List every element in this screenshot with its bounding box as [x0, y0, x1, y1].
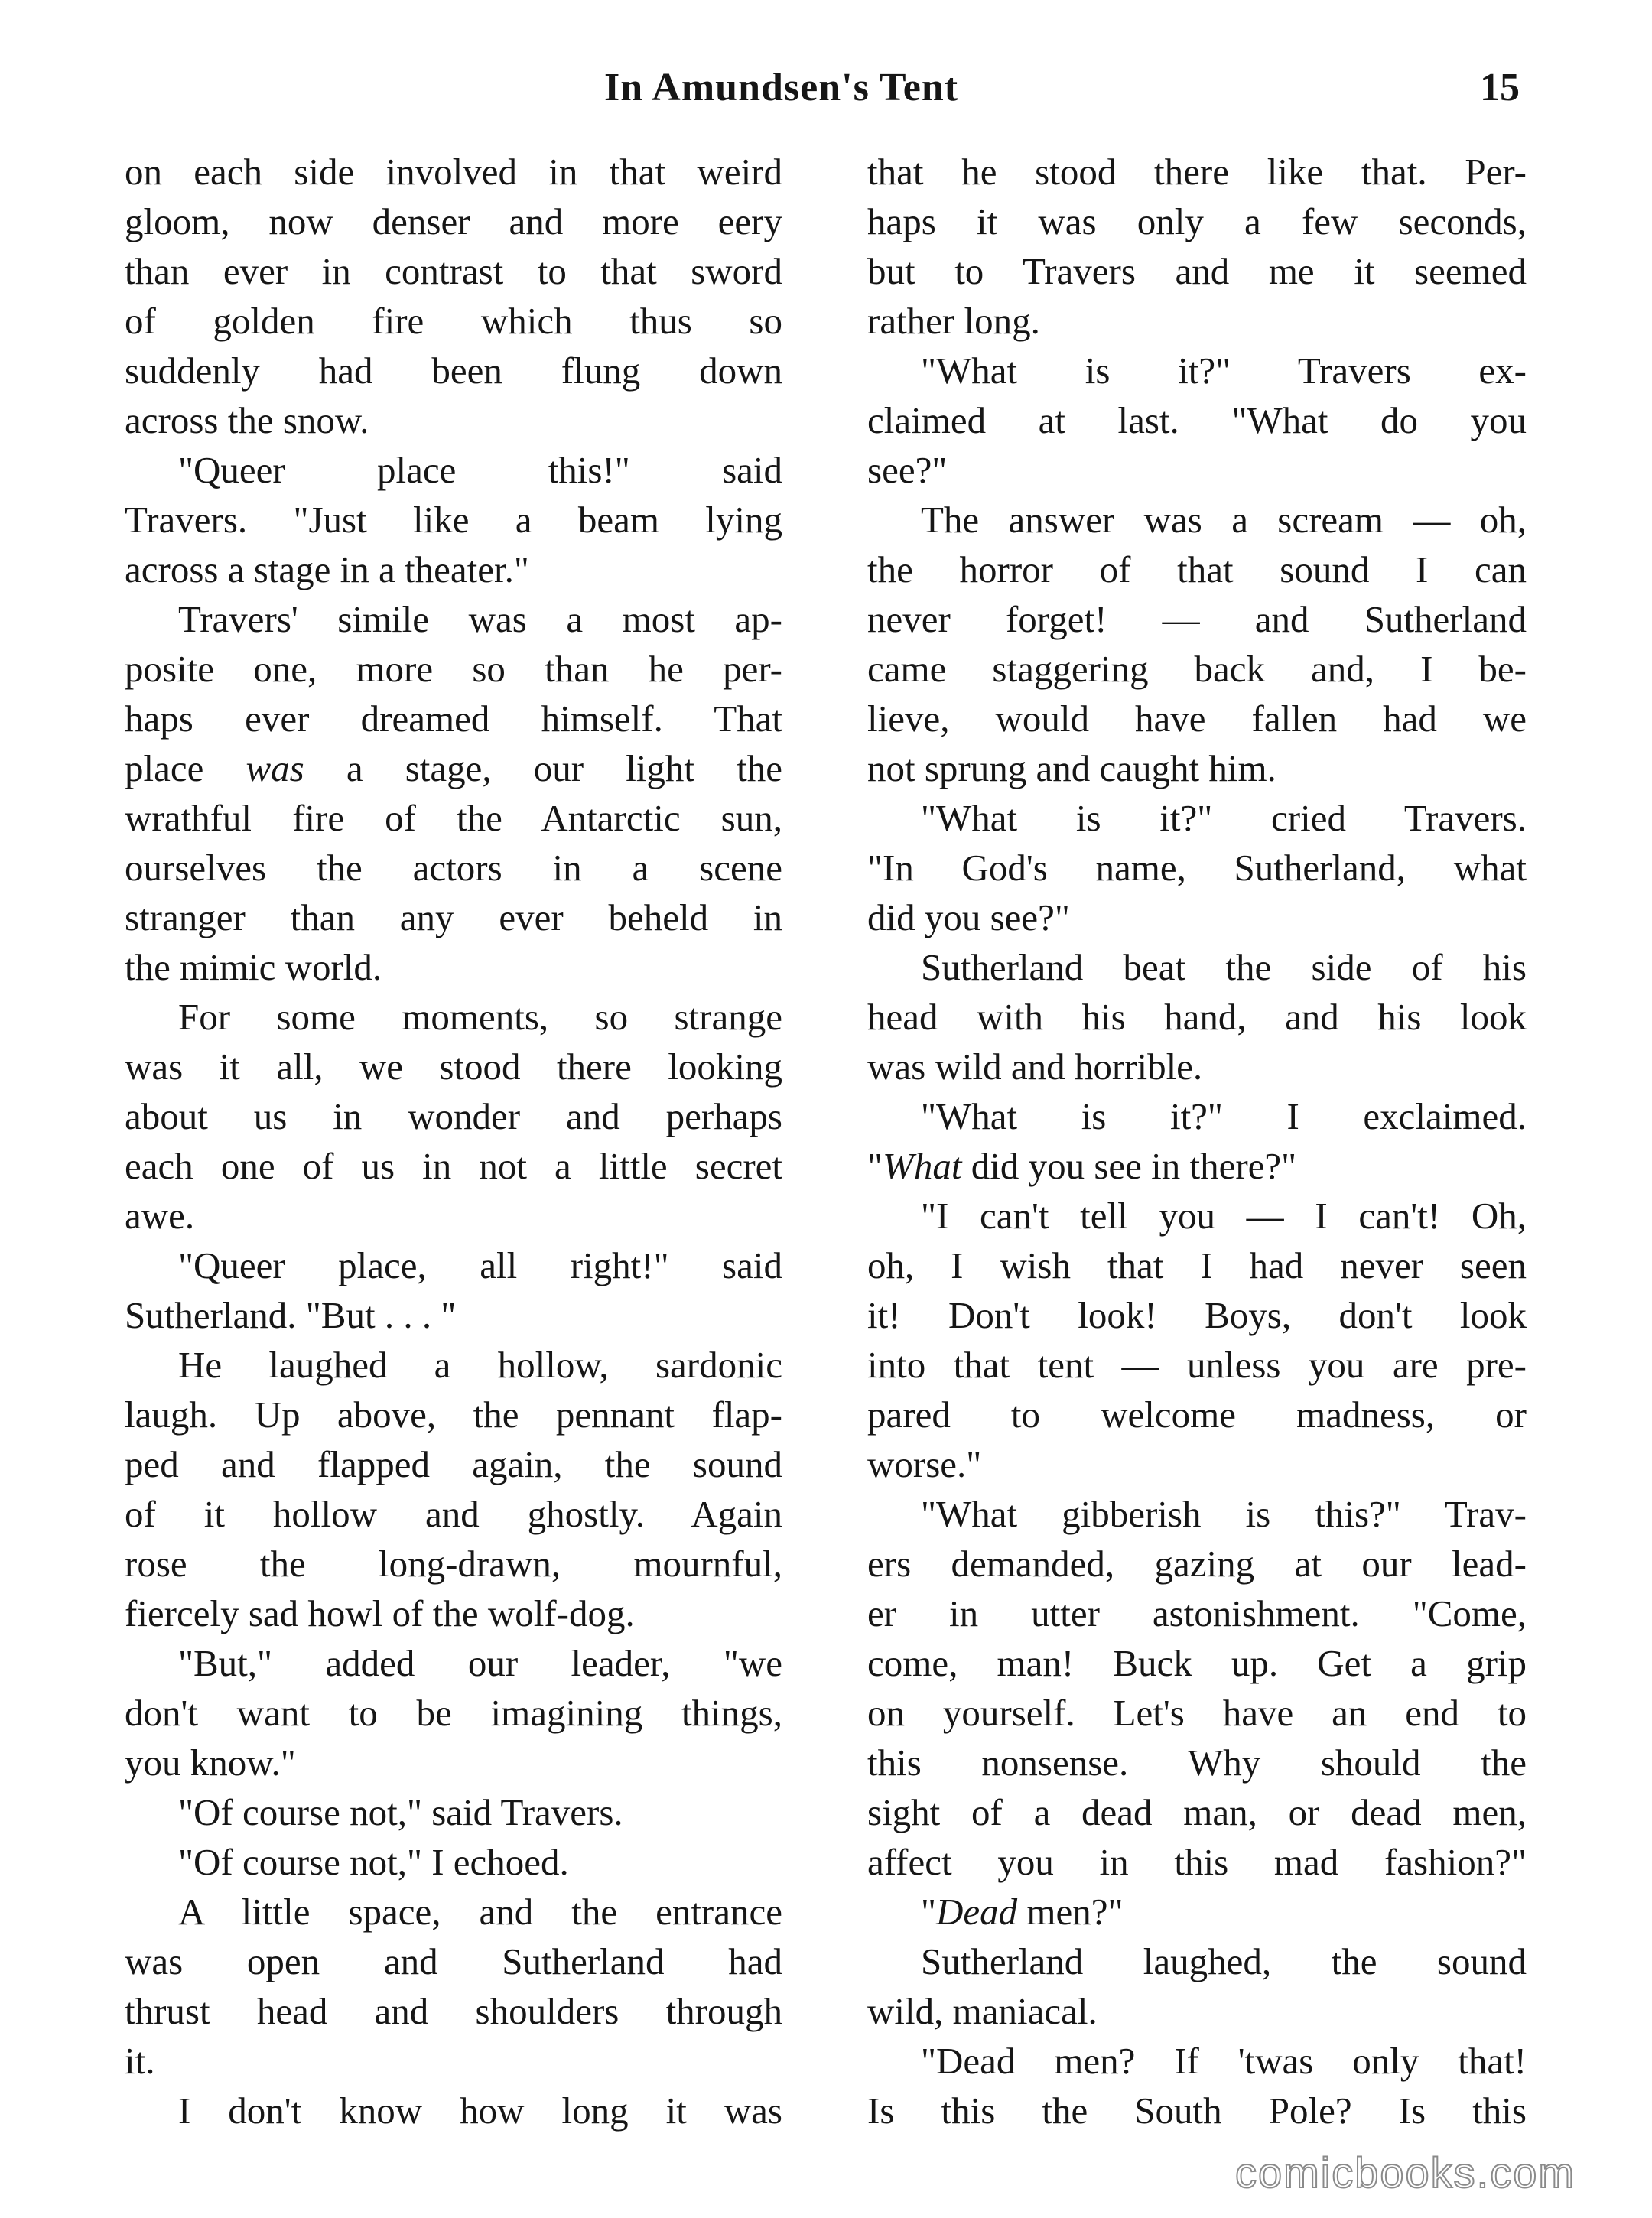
text-line: did you see?" — [867, 896, 1070, 938]
text-line: posite one, more so than he per- — [125, 648, 782, 690]
text-line: sight of a dead man, or dead men, — [867, 1791, 1527, 1833]
text-line: came staggering back and, I be- — [867, 648, 1527, 690]
text-line: the mimic world. — [125, 946, 382, 988]
running-title: In Amundsen's Tent — [604, 66, 959, 109]
text-line: across a stage in a theater." — [125, 548, 529, 590]
text-line: was open and Sutherland had — [125, 1940, 782, 1982]
text-line: on each side involved in that weird — [125, 151, 782, 193]
text-line: Sutherland. "But . . . " — [125, 1294, 457, 1336]
text-line: head with his hand, and his look — [867, 996, 1527, 1038]
text-line: than ever in contrast to that sword — [125, 250, 782, 292]
text-line: er in utter astonishment. "Come, — [867, 1592, 1527, 1634]
text-line: "Queer place, all right!" said — [178, 1244, 782, 1286]
text-line: fiercely sad howl of the wolf-dog. — [125, 1592, 635, 1634]
text-line: the horror of that sound I can — [867, 548, 1527, 590]
text-line: He laughed a hollow, sardonic — [178, 1344, 782, 1386]
text-line: but to Travers and me it seemed — [867, 250, 1527, 292]
text-line: haps it was only a few seconds, — [867, 200, 1527, 242]
text-line: For some moments, so strange — [178, 996, 782, 1038]
text-line: come, man! Buck up. Get a grip — [867, 1642, 1527, 1684]
text-line: ourselves the actors in a scene — [125, 847, 782, 889]
text-line: it. — [125, 2040, 155, 2082]
text-line: gloom, now denser and more eery — [125, 200, 782, 242]
text-line: worse." — [867, 1443, 982, 1485]
text-line: each one of us in not a little secret — [125, 1145, 782, 1187]
text-line: never forget! — and Sutherland — [867, 598, 1527, 640]
emphasis: What — [883, 1145, 962, 1187]
text-line: that he stood there like that. Per- — [867, 151, 1527, 193]
text-line: "What is it?" I exclaimed. — [921, 1095, 1527, 1137]
text-line: affect you in this mad fashion?" — [867, 1841, 1527, 1883]
text-line: The answer was a scream — oh, — [921, 499, 1527, 541]
text-line: "Of course not," I echoed. — [178, 1841, 569, 1883]
text-line: "What gibberish is this?" Trav- — [921, 1493, 1527, 1535]
page-number: 15 — [1480, 66, 1520, 109]
text-line: place was a stage, our light the — [125, 747, 782, 789]
text-line: on yourself. Let's have an end to — [867, 1692, 1527, 1734]
text-line: Travers. "Just like a beam lying — [125, 499, 782, 541]
text-line: "What did you see in there?" — [867, 1145, 1297, 1187]
text-line: was wild and horrible. — [867, 1046, 1203, 1088]
text-line: Sutherland laughed, the sound — [921, 1940, 1527, 1982]
text-line: A little space, and the entrance — [178, 1891, 782, 1933]
text-line: you know." — [125, 1742, 296, 1784]
running-header — [0, 65, 1652, 134]
text-line: of golden fire which thus so — [125, 300, 782, 342]
text-line: wrathful fire of the Antarctic sun, — [125, 797, 782, 839]
text-line: into that tent — unless you are pre- — [867, 1344, 1527, 1386]
text-line: suddenly had been flung down — [125, 350, 782, 392]
text-line: across the snow. — [125, 399, 369, 441]
text-line: rather long. — [867, 300, 1040, 342]
text-line: I don't know how long it was — [178, 2090, 782, 2132]
text-line: "Queer place this!" said — [178, 449, 782, 491]
text-line: of it hollow and ghostly. Again — [125, 1493, 782, 1535]
text-line: ped and flapped again, the sound — [125, 1443, 782, 1485]
emphasis: Dead — [936, 1891, 1018, 1933]
text-line: pared to welcome madness, or — [867, 1394, 1527, 1436]
text-line: "Of course not," said Travers. — [178, 1791, 623, 1833]
text-line: see?" — [867, 449, 948, 491]
text-line: "What is it?" Travers ex- — [921, 350, 1527, 392]
text-line: "I can't tell you — I can't! Oh, — [921, 1195, 1527, 1237]
text-line: lieve, would have fallen had we — [867, 698, 1527, 740]
text-line: rose the long-drawn, mournful, — [125, 1543, 782, 1585]
text-line: "Dead men? If 'twas only that! — [921, 2040, 1527, 2082]
text-line: not sprung and caught him. — [867, 747, 1276, 789]
text-line: laugh. Up above, the pennant flap- — [125, 1394, 782, 1436]
text-line: claimed at last. "What do you — [867, 399, 1527, 441]
text-line: "Dead men?" — [921, 1891, 1124, 1933]
text-line: this nonsense. Why should the — [867, 1742, 1527, 1784]
left-column — [125, 147, 782, 2143]
text-line: Is this the South Pole? Is this — [867, 2090, 1527, 2132]
text-line: was it all, we stood there looking — [125, 1046, 782, 1088]
text-line: ers demanded, gazing at our lead- — [867, 1543, 1527, 1585]
text-line: it! Don't look! Boys, don't look — [867, 1294, 1527, 1336]
text-line: awe. — [125, 1195, 195, 1237]
text-line: wild, maniacal. — [867, 1990, 1098, 2032]
text-line: about us in wonder and perhaps — [125, 1095, 782, 1137]
text-line: stranger than any ever beheld in — [125, 896, 782, 938]
text-line: Travers' simile was a most ap- — [178, 598, 782, 640]
text-line: don't want to be imagining things, — [125, 1692, 782, 1734]
watermark: comicbooks.com — [1235, 2148, 1576, 2197]
emphasis: was — [246, 747, 304, 789]
text-line: haps ever dreamed himself. That — [125, 698, 782, 740]
text-line: "But," added our leader, "we — [178, 1642, 782, 1684]
right-column — [867, 147, 1527, 2143]
text-line: Sutherland beat the side of his — [921, 946, 1527, 988]
text-line: oh, I wish that I had never seen — [867, 1244, 1527, 1286]
text-line: "What is it?" cried Travers. — [921, 797, 1527, 839]
text-line: thrust head and shoulders through — [125, 1990, 782, 2032]
text-line: "In God's name, Sutherland, what — [867, 847, 1527, 889]
